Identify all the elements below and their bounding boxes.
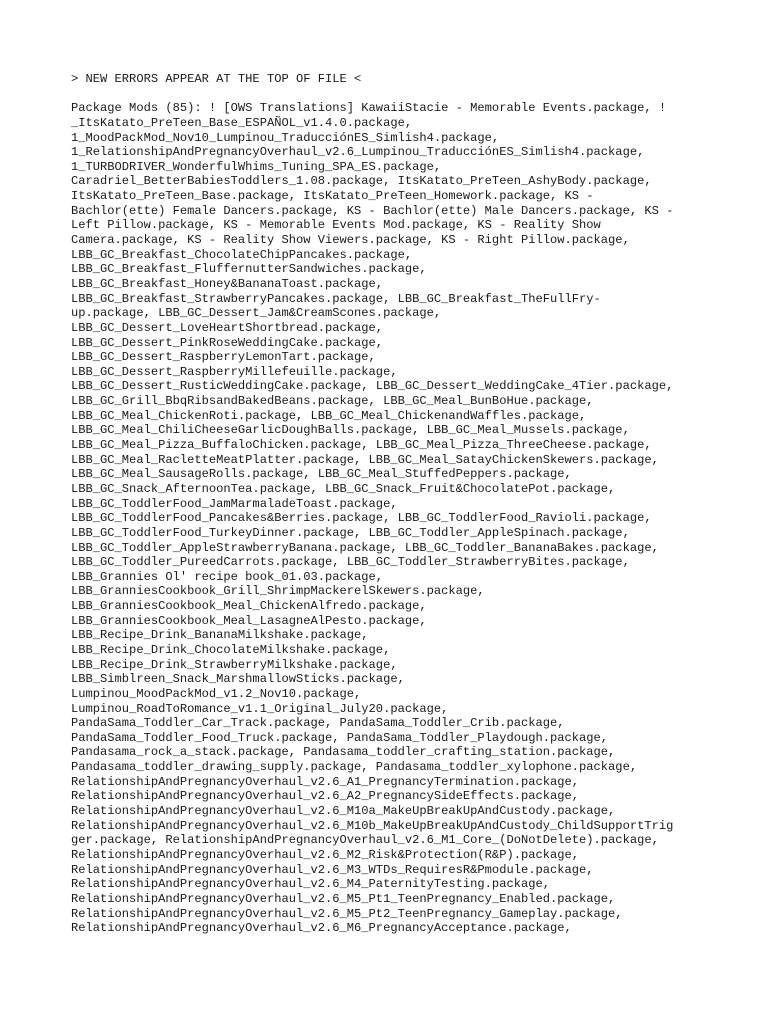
text-line: LBB_GC_Dessert_LoveHeartShortbread.package, bbox=[71, 320, 384, 335]
text-line: RelationshipAndPregnancyOverhaul_v2.6_M4_PaternityTesting.package, bbox=[71, 877, 550, 892]
text-line: PandaSama_Toddler_Car_Track.package, PandaSama_Toddler_Crib.package, bbox=[71, 716, 565, 731]
text-line: Lumpinou_RoadToRomance_v1.1_Original_July20.package, bbox=[71, 701, 449, 716]
text-line: Package Mods (85): ! [OWS Translations] KawaiiStacie - Memorable Events.package, ! bbox=[71, 101, 667, 116]
text-line: LBB_GC_Toddler_PureedCarrots.package, LBB_GC_Toddler_StrawberryBites.package, bbox=[71, 555, 630, 570]
text-line: RelationshipAndPregnancyOverhaul_v2.6_M10a_MakeUpBreakUpAndCustody.package, bbox=[71, 804, 616, 819]
document-page bbox=[71, 72, 721, 936]
text-line: LBB_GranniesCookbook_Meal_ChickenAlfredo.package, bbox=[71, 599, 427, 614]
text-line: RelationshipAndPregnancyOverhaul_v2.6_A2_PregnancySideEffects.package, bbox=[71, 789, 580, 804]
text-line: ger.package, RelationshipAndPregnancyOverhaul_v2.6_M1_Core_(DoNotDelete).package, bbox=[71, 833, 659, 848]
text-line: up.package, LBB_GC_Dessert_Jam&CreamScones.package, bbox=[71, 306, 442, 321]
text-line: LBB_GC_Dessert_PinkRoseWeddingCake.package, bbox=[71, 335, 384, 350]
text-line: LBB_Recipe_Drink_BananaMilkshake.package, bbox=[71, 628, 369, 643]
document-header: > NEW ERRORS APPEAR AT THE TOP OF FILE < bbox=[71, 72, 362, 86]
text-line: Pandasama_toddler_drawing_supply.package, Pandasama_toddler_xylophone.package, bbox=[71, 760, 638, 775]
text-line: LBB_GC_Meal_SausageRolls.package, LBB_GC_Meal_StuffedPeppers.package, bbox=[71, 467, 572, 482]
text-line: ItsKatato_PreTeen_Base.package, ItsKatato_PreTeen_Homework.package, KS - bbox=[71, 189, 594, 204]
text-line: RelationshipAndPregnancyOverhaul_v2.6_M5_Pt2_TeenPregnancy_Gameplay.package, bbox=[71, 906, 623, 921]
text-line: LBB_GC_Meal_Pizza_BuffaloChicken.package, LBB_GC_Meal_Pizza_ThreeCheese.package, bbox=[71, 438, 652, 453]
text-line: LBB_GC_Dessert_RaspberryMillefeuille.package, bbox=[71, 364, 398, 379]
text-line: LBB_Grannies Ol' recipe book_01.03.package, bbox=[71, 569, 384, 584]
text-line: LBB_GranniesCookbook_Grill_ShrimpMackerelSkewers.package, bbox=[71, 584, 485, 599]
text-line: Caradriel_BetterBabiesToddlers_1.08.package, ItsKatato_PreTeen_AshyBody.package, bbox=[71, 174, 652, 189]
text-line: LBB_GC_Dessert_RusticWeddingCake.package, LBB_GC_Dessert_WeddingCake_4Tier.package, bbox=[71, 379, 674, 394]
package-list bbox=[71, 101, 721, 936]
text-line: LBB_GC_Breakfast_FluffernutterSandwiches.package, bbox=[71, 262, 427, 277]
text-line: LBB_Recipe_Drink_StrawberryMilkshake.package, bbox=[71, 657, 398, 672]
text-line: LBB_GC_Meal_RacletteMeatPlatter.package, LBB_GC_Meal_SatayChickenSkewers.package, bbox=[71, 452, 659, 467]
text-line: RelationshipAndPregnancyOverhaul_v2.6_M2_Risk&Protection(R&P).package, bbox=[71, 847, 580, 862]
text-line: LBB_GC_ToddlerFood_TurkeyDinner.package, LBB_GC_Toddler_AppleSpinach.package, bbox=[71, 525, 630, 540]
text-line: 1_TURBODRIVER_WonderfulWhims_Tuning_SPA_ES.package, bbox=[71, 159, 442, 174]
text-line: RelationshipAndPregnancyOverhaul_v2.6_A1_PregnancyTermination.package, bbox=[71, 774, 580, 789]
text-line: 1_RelationshipAndPregnancyOverhaul_v2.6_Lumpinou_TraducciónES_Simlish4.package, bbox=[71, 145, 645, 160]
text-line: LBB_GC_Meal_ChickenRoti.package, LBB_GC_Meal_ChickenandWaffles.package, bbox=[71, 408, 587, 423]
text-line: LBB_Recipe_Drink_ChocolateMilkshake.package, bbox=[71, 642, 391, 657]
text-line: RelationshipAndPregnancyOverhaul_v2.6_M10b_MakeUpBreakUpAndCustody_ChildSupportTrig bbox=[71, 818, 674, 833]
text-line: _ItsKatato_PreTeen_Base_ESPAÑOL_v1.4.0.package, bbox=[71, 115, 413, 130]
text-line: Bachlor(ette) Female Dancers.package, KS - Bachlor(ette) Male Dancers.package, KS - bbox=[71, 203, 674, 218]
text-line: LBB_GC_Grill_BbqRibsandBakedBeans.package, LBB_GC_Meal_BunBoHue.package, bbox=[71, 394, 594, 409]
text-line: LBB_GC_ToddlerFood_Pancakes&Berries.package, LBB_GC_ToddlerFood_Ravioli.package, bbox=[71, 511, 652, 526]
text-line: Lumpinou_MoodPackMod_v1.2_Nov10.package, bbox=[71, 686, 362, 701]
text-line: LBB_GC_Snack_AfternoonTea.package, LBB_GC_Snack_Fruit&ChocolatePot.package, bbox=[71, 481, 616, 496]
text-line: Left Pillow.package, KS - Memorable Events Mod.package, KS - Reality Show bbox=[71, 218, 601, 233]
text-line: LBB_GC_Breakfast_StrawberryPancakes.package, LBB_GC_Breakfast_TheFullFry- bbox=[71, 291, 601, 306]
text-line: RelationshipAndPregnancyOverhaul_v2.6_M3_WTDs_RequiresR&Pmodule.package, bbox=[71, 862, 594, 877]
text-line: LBB_GC_Breakfast_ChocolateChipPancakes.package, bbox=[71, 247, 413, 262]
text-line: Pandasama_rock_a_stack.package, Pandasama_toddler_crafting_station.package, bbox=[71, 745, 616, 760]
text-line: LBB_Simblreen_Snack_MarshmallowSticks.package, bbox=[71, 672, 405, 687]
text-line: Camera.package, KS - Reality Show Viewers.package, KS - Right Pillow.package, bbox=[71, 233, 630, 248]
blank-line bbox=[71, 87, 721, 102]
text-line: LBB_GC_Dessert_RaspberryLemonTart.package, bbox=[71, 350, 376, 365]
text-line: RelationshipAndPregnancyOverhaul_v2.6_M5_Pt1_TeenPregnancy_Enabled.package, bbox=[71, 891, 616, 906]
text-line: PandaSama_Toddler_Food_Truck.package, PandaSama_Toddler_Playdough.package, bbox=[71, 730, 609, 745]
text-line: LBB_GC_ToddlerFood_JamMarmaladeToast.package, bbox=[71, 496, 398, 511]
text-line: LBB_GC_Meal_ChiliCheeseGarlicDoughBalls.package, LBB_GC_Meal_Mussels.package, bbox=[71, 423, 630, 438]
text-line: LBB_GC_Breakfast_Honey&BananaToast.package, bbox=[71, 276, 384, 291]
text-line: LBB_GC_Toddler_AppleStrawberryBanana.package, LBB_GC_Toddler_BananaBakes.package, bbox=[71, 540, 659, 555]
text-line: LBB_GranniesCookbook_Meal_LasagneAlPesto.package, bbox=[71, 613, 427, 628]
text-line: 1_MoodPackMod_Nov10_Lumpinou_TraducciónES_Simlish4.package, bbox=[71, 130, 500, 145]
text-line: RelationshipAndPregnancyOverhaul_v2.6_M6_PregnancyAcceptance.package, bbox=[71, 921, 572, 936]
